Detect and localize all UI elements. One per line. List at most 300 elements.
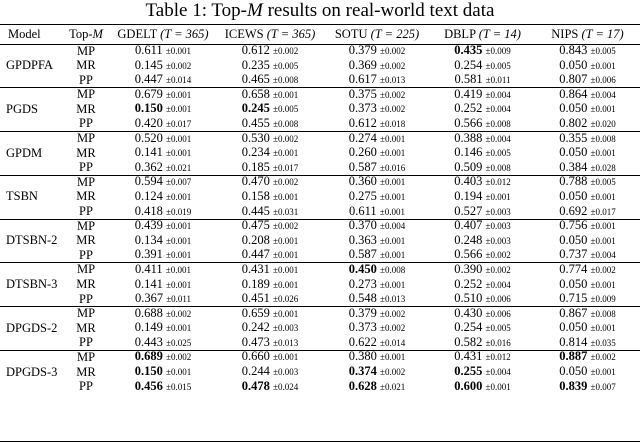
result-value: 0.185 [241,159,270,174]
metric-label: MR [76,233,96,248]
result-value: 0.509 [454,159,483,174]
metric-label: MR [76,58,96,73]
result-cell [430,321,535,336]
result-std: ±0.013 [380,294,406,305]
result-cell [216,263,324,278]
result-cell [430,73,535,88]
result-cell [535,205,640,220]
result-value: 0.367 [134,291,164,306]
model-name: GPDM [6,145,43,160]
result-value: 0.255 [454,364,483,379]
result-std: ±0.002 [380,60,406,71]
table-row [0,88,640,103]
result-std: ±0.026 [273,294,299,305]
result-std: ±0.019 [166,206,192,217]
result-value: 0.443 [134,334,163,349]
result-std: ±0.001 [590,279,616,290]
result-cell [110,102,216,117]
result-cell [535,380,640,395]
result-value: 0.252 [454,101,483,116]
result-cell [216,321,324,336]
result-value: 0.150 [134,364,163,379]
table-row [0,175,640,190]
result-std: ±0.001 [380,177,406,188]
result-cell [430,263,535,278]
result-value: 0.689 [134,349,163,364]
caption-prefix: Table 1: Top- [145,0,247,21]
result-cell [324,190,430,205]
result-std: ±0.016 [380,162,406,173]
metric-label: MP [76,262,96,277]
result-value: 0.659 [241,305,270,320]
result-std: ±0.003 [485,235,511,246]
table-row [0,190,640,205]
table-row [0,205,640,220]
result-std: ±0.011 [485,75,511,86]
result-cell [430,190,535,205]
result-value: 0.149 [134,320,163,335]
result-std: ±0.025 [166,337,192,348]
result-value: 0.843 [559,43,588,57]
result-std: ±0.001 [166,148,192,159]
result-std: ±0.013 [380,75,406,86]
result-value: 0.390 [454,261,483,276]
result-value: 0.450 [348,261,377,276]
result-value: 0.245 [241,101,270,116]
result-std: ±0.011 [166,294,192,305]
result-std: ±0.001 [166,104,192,115]
result-value: 0.658 [241,86,270,101]
result-std: ±0.035 [590,337,616,348]
result-cell [216,205,324,220]
table-row [0,102,640,117]
result-cell [430,365,535,380]
table-row [0,292,640,307]
result-std: ±0.004 [485,279,511,290]
caption-symbol: M [247,0,263,21]
result-std: ±0.001 [165,264,191,275]
result-cell [430,146,535,161]
result-cell [324,44,430,59]
header-row [0,24,640,44]
result-value: 0.374 [348,364,377,379]
result-cell [535,278,640,293]
metric-label: MP [76,131,96,146]
table-row [0,380,640,395]
metric-label: MR [76,145,96,160]
result-cell [110,219,216,234]
result-std: ±0.002 [380,323,406,334]
header-dataset [216,24,324,44]
table-caption [0,0,640,24]
result-std: ±0.005 [485,60,511,71]
result-cell [430,161,535,176]
result-value: 0.566 [454,115,483,130]
model-name: PGDS [6,101,38,116]
result-cell [430,175,535,190]
result-cell [324,336,430,351]
result-value: 0.379 [348,43,377,57]
result-value: 0.362 [134,159,163,174]
result-value: 0.566 [454,247,483,262]
dataset-name: NIPS [551,26,579,41]
result-cell [535,234,640,249]
result-cell [110,307,216,322]
result-value: 0.379 [348,305,377,320]
result-cell [110,263,216,278]
result-std: ±0.009 [485,46,511,56]
result-value: 0.802 [559,115,588,130]
header-model: Model [8,26,41,41]
result-cell [324,102,430,117]
result-std: ±0.001 [590,148,616,159]
result-std: ±0.004 [485,104,511,115]
result-cell [430,278,535,293]
result-value: 0.419 [454,86,483,101]
table-row [0,350,640,365]
result-std: ±0.031 [273,206,299,217]
result-std: ±0.003 [485,221,511,232]
result-std: ±0.001 [485,191,511,202]
result-cell [535,44,640,59]
result-value: 0.234 [241,145,270,160]
result-cell [216,190,324,205]
result-std: ±0.008 [485,162,511,173]
result-value: 0.254 [454,320,483,335]
result-value: 0.581 [454,72,483,87]
result-std: ±0.004 [485,367,511,378]
result-std: ±0.005 [273,104,299,115]
result-cell [324,263,430,278]
table-row [0,336,640,351]
result-value: 0.248 [454,232,483,247]
result-cell [216,380,324,395]
result-cell [324,292,430,307]
result-cell [535,263,640,278]
result-value: 0.612 [241,43,270,57]
group-rule [0,262,640,263]
result-std: ±0.001 [590,367,616,378]
result-std: ±0.002 [273,133,299,144]
metric-label: PP [79,379,93,394]
result-cell [216,278,324,293]
result-value: 0.867 [559,305,588,320]
result-cell [324,248,430,263]
result-value: 0.520 [134,130,163,145]
metric-label: MR [76,189,96,204]
result-std: ±0.002 [380,46,406,56]
metric-label: PP [79,335,93,350]
result-cell [324,73,430,88]
result-std: ±0.001 [273,279,299,290]
result-std: ±0.004 [380,221,406,232]
metric-label: MR [76,101,96,116]
result-std: ±0.006 [485,294,511,305]
result-cell [535,248,640,263]
dataset-name: DBLP [444,26,476,41]
result-cell [110,146,216,161]
result-value: 0.582 [454,334,483,349]
result-value: 0.447 [241,247,270,262]
result-cell [535,73,640,88]
result-value: 0.158 [241,188,270,203]
result-value: 0.660 [241,349,270,364]
result-value: 0.363 [348,232,377,247]
caption-suffix: results on real-world text data [262,0,495,21]
result-cell [430,219,535,234]
result-value: 0.617 [348,72,377,87]
result-value: 0.478 [241,378,270,393]
header-dataset [430,24,535,44]
result-cell [216,219,324,234]
result-std: ±0.021 [380,381,406,392]
result-std: ±0.001 [166,89,192,100]
result-value: 0.150 [134,101,163,116]
result-value: 0.388 [454,130,483,145]
bottom-rule [0,441,640,442]
table-row [0,307,640,322]
result-value: 0.510 [454,291,483,306]
result-std: ±0.004 [590,250,616,261]
metric-label: MP [76,43,96,58]
result-cell [430,380,535,395]
result-cell [216,350,324,365]
result-cell [324,219,430,234]
result-cell [216,175,324,190]
result-cell [110,175,216,190]
result-cell [216,336,324,351]
result-std: ±0.001 [165,46,191,56]
result-value: 0.756 [559,218,588,233]
result-cell [535,321,640,336]
header-topm-symbol: M [92,26,103,41]
metric-label: MP [76,218,96,233]
result-value: 0.208 [241,232,270,247]
result-std: ±0.008 [273,118,299,129]
table-row [0,59,640,74]
model-name: TSBN [6,189,38,204]
result-value: 0.692 [559,203,588,218]
result-std: ±0.017 [273,162,299,173]
results-table [0,24,640,394]
result-value: 0.679 [134,86,163,101]
result-std: ±0.012 [485,352,511,363]
result-cell [216,102,324,117]
metric-label: MR [76,364,96,379]
result-std: ±0.002 [273,221,299,232]
result-std: ±0.001 [166,250,192,261]
result-value: 0.455 [241,115,270,130]
result-cell [216,248,324,263]
result-value: 0.420 [134,115,163,130]
result-cell [110,73,216,88]
group-rule [0,350,640,351]
result-value: 0.050 [559,57,588,72]
result-value: 0.355 [559,130,588,145]
table-row [0,132,640,147]
result-std: ±0.020 [590,118,616,129]
result-std: ±0.001 [273,89,299,100]
table-row [0,219,640,234]
result-std: ±0.002 [380,104,406,115]
result-cell [216,146,324,161]
result-value: 0.384 [559,159,588,174]
result-value: 0.587 [348,247,377,262]
result-cell [324,365,430,380]
result-std: ±0.001 [166,235,192,246]
dataset-name: ICEWS [224,26,264,41]
table-row [0,234,640,249]
result-std: ±0.004 [590,89,616,100]
result-value: 0.194 [454,188,483,203]
metric-label: PP [79,160,93,175]
result-cell [216,44,324,59]
result-value: 0.369 [348,57,377,72]
model-name: DTSBN-3 [6,277,58,291]
table-row [0,263,640,278]
result-cell [110,321,216,336]
result-cell [535,307,640,322]
dataset-length: (T = 225) [370,26,420,41]
result-std: ±0.002 [273,177,299,188]
result-std: ±0.009 [590,294,616,305]
result-value: 0.050 [559,232,588,247]
result-cell [216,365,324,380]
result-value: 0.611 [135,43,163,57]
result-value: 0.439 [134,218,163,233]
result-std: ±0.002 [380,367,406,378]
result-value: 0.465 [241,72,270,87]
result-cell [324,321,430,336]
result-cell [535,117,640,132]
result-cell [110,365,216,380]
result-cell [535,336,640,351]
result-std: ±0.016 [485,337,511,348]
result-cell [216,88,324,103]
result-std: ±0.001 [166,323,192,334]
result-value: 0.411 [135,261,163,276]
result-value: 0.600 [454,378,483,393]
result-value: 0.431 [454,349,483,364]
result-std: ±0.001 [273,352,299,363]
table-row [0,248,640,263]
result-std: ±0.006 [590,75,616,86]
result-std: ±0.001 [590,191,616,202]
result-cell [324,88,430,103]
result-std: ±0.003 [485,206,511,217]
result-value: 0.418 [134,203,163,218]
result-cell [110,292,216,307]
result-std: ±0.003 [273,323,299,334]
result-cell [535,146,640,161]
result-cell [324,146,430,161]
result-value: 0.189 [241,276,270,291]
result-value: 0.360 [348,174,377,189]
result-std: ±0.001 [166,221,192,232]
result-std: ±0.017 [590,206,616,217]
result-value: 0.141 [134,145,163,160]
result-std: ±0.018 [380,118,406,129]
result-cell [535,365,640,380]
result-value: 0.445 [241,203,270,218]
result-std: ±0.002 [166,352,192,363]
result-value: 0.470 [241,174,270,189]
result-cell [324,161,430,176]
result-value: 0.145 [134,57,163,72]
result-value: 0.050 [559,188,588,203]
result-cell [535,190,640,205]
model-name: GPDPFA [6,58,54,73]
result-cell [110,234,216,249]
metric-label: PP [79,247,93,262]
result-std: ±0.001 [273,264,299,275]
result-value: 0.274 [348,130,377,145]
result-std: ±0.024 [273,381,299,392]
result-value: 0.447 [134,72,163,87]
result-value: 0.260 [348,145,377,160]
result-std: ±0.001 [380,250,406,261]
result-std: ±0.002 [166,60,192,71]
result-std: ±0.001 [166,367,192,378]
result-cell [324,205,430,220]
result-std: ±0.004 [485,133,511,144]
result-value: 0.611 [349,203,377,218]
result-cell [324,59,430,74]
header-dataset [535,24,640,44]
result-value: 0.473 [241,334,270,349]
metric-label: MP [76,174,96,189]
metric-label: MP [76,349,96,364]
result-std: ±0.002 [166,308,192,319]
result-cell [324,350,430,365]
group-rule [0,131,640,132]
result-value: 0.612 [348,115,377,130]
result-std: ±0.005 [590,46,616,56]
result-value: 0.370 [348,218,377,233]
result-cell [430,307,535,322]
result-cell [535,59,640,74]
result-std: ±0.002 [485,250,511,261]
result-cell [110,44,216,59]
group-rule [0,87,640,88]
result-value: 0.275 [348,188,377,203]
result-cell [110,248,216,263]
result-cell [430,350,535,365]
result-cell [216,234,324,249]
table-row [0,321,640,336]
model-name: DPGDS-2 [6,320,58,335]
result-cell [535,161,640,176]
result-cell [535,132,640,147]
result-value: 0.807 [559,72,588,87]
result-std: ±0.002 [380,308,406,319]
result-value: 0.235 [241,57,270,72]
result-cell [430,132,535,147]
result-cell [216,307,324,322]
result-cell [535,175,640,190]
result-std: ±0.007 [166,177,192,188]
result-value: 0.242 [241,320,270,335]
result-cell [430,59,535,74]
result-value: 0.380 [348,349,377,364]
result-cell [430,336,535,351]
result-std: ±0.001 [380,133,406,144]
metric-label: PP [79,72,93,87]
result-std: ±0.002 [273,46,299,56]
result-std: ±0.001 [485,381,511,392]
result-value: 0.814 [559,334,588,349]
result-cell [110,278,216,293]
